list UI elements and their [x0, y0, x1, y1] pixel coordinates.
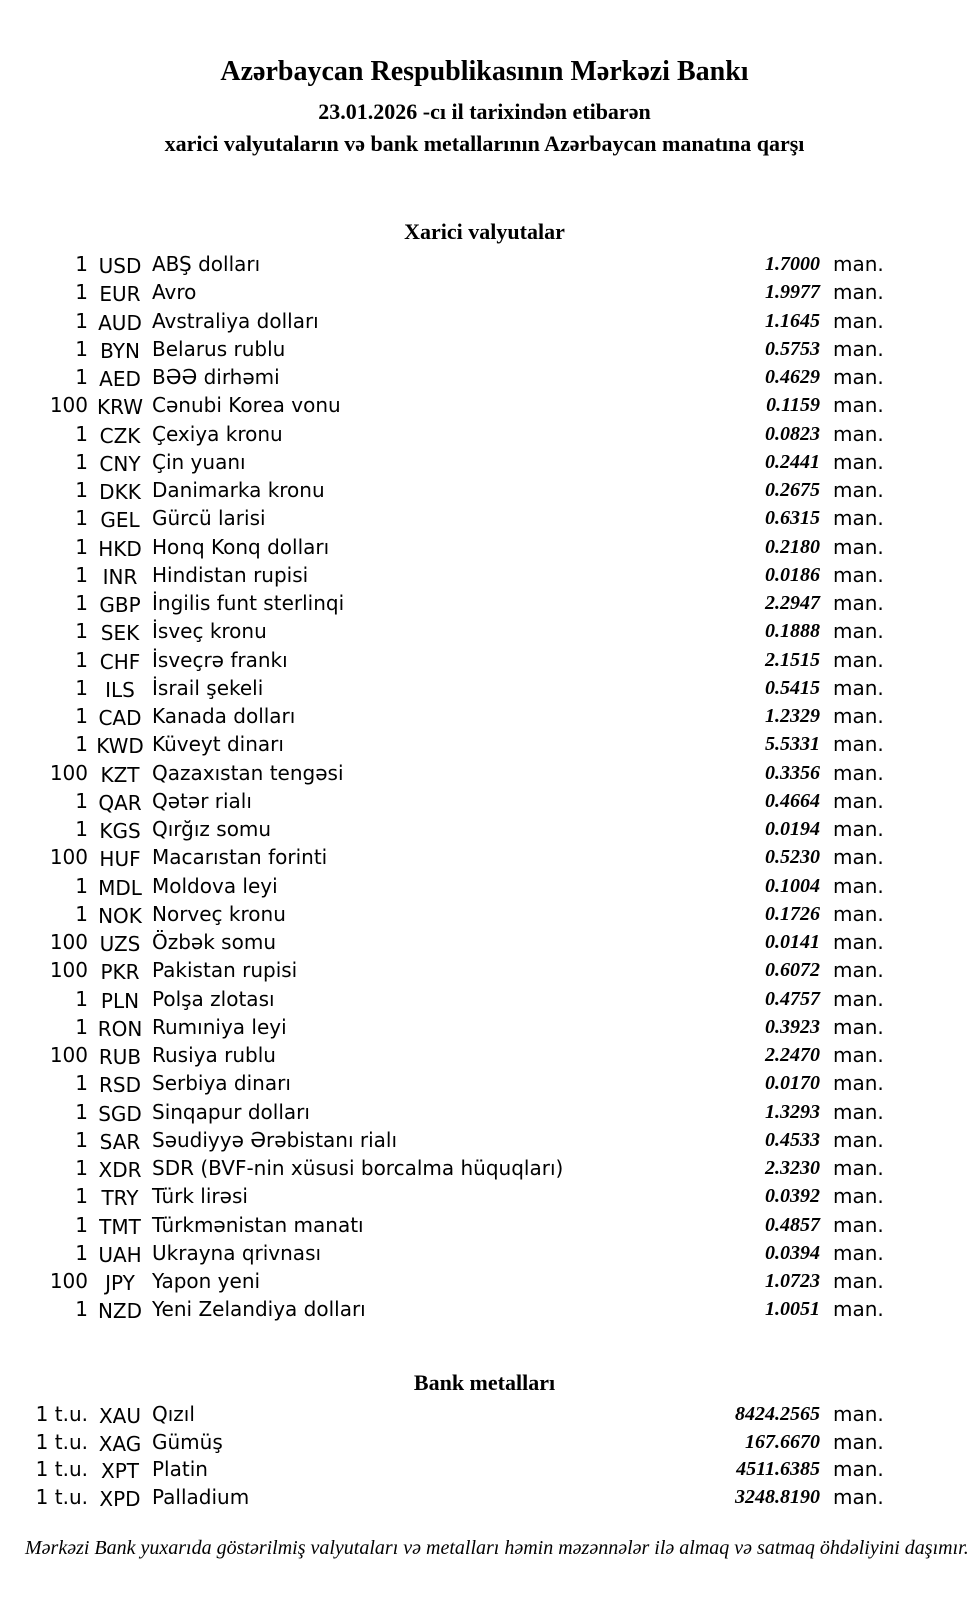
- currency-row: [0, 1267, 969, 1295]
- currency-row: [0, 985, 969, 1013]
- currencies-section-title: Xarici valyutalar: [404, 219, 565, 244]
- code-cell: ILS: [105, 677, 135, 702]
- currency-row: [0, 928, 969, 956]
- currency-row: [0, 872, 969, 900]
- rate-cell: 5.5331: [765, 733, 820, 756]
- amount-cell: 1: [75, 534, 88, 559]
- amount-cell: 1: [75, 365, 88, 389]
- rate-cell: 0.0392: [765, 1185, 820, 1208]
- unit-cell: man.: [833, 1484, 884, 1509]
- currency-row: [0, 250, 969, 278]
- unit-cell: man.: [833, 760, 884, 785]
- rate-cell: 4511.6385: [736, 1458, 820, 1481]
- unit-cell: man.: [833, 308, 884, 333]
- currency-row: [0, 504, 969, 532]
- metals-table: [0, 1401, 969, 1511]
- currency-row: [0, 759, 969, 787]
- amount-cell: 1: [75, 788, 88, 813]
- rate-cell: 0.0186: [765, 563, 820, 586]
- code-cell: XPD: [99, 1486, 141, 1511]
- amount-cell: 1: [75, 1099, 88, 1124]
- unit-cell: man.: [833, 1457, 884, 1482]
- rate-cell: 0.4533: [765, 1128, 820, 1151]
- code-cell: UZS: [99, 932, 141, 956]
- name-cell: Polşa zlotası: [152, 986, 275, 1011]
- amount-cell: 1: [75, 562, 88, 587]
- amount-cell: 1: [75, 817, 88, 841]
- rate-cell: 0.1159: [766, 394, 820, 417]
- amount-cell: 100: [49, 958, 88, 983]
- name-cell: Qətər rialı: [152, 788, 252, 813]
- name-cell: Cənubi Korea vonu: [152, 393, 341, 418]
- rate-cell: 2.3230: [765, 1157, 820, 1179]
- currency-row: [0, 900, 969, 928]
- currency-row: [0, 1182, 969, 1210]
- name-cell: Moldova leyi: [152, 873, 278, 898]
- amount-cell: 100: [49, 1269, 88, 1293]
- unit-cell: man.: [833, 1071, 884, 1096]
- code-cell: KGS: [99, 819, 141, 843]
- code-cell: GBP: [99, 593, 141, 617]
- code-cell: SAR: [99, 1129, 141, 1154]
- rate-cell: 0.2675: [765, 479, 820, 501]
- metal-row: [0, 1456, 969, 1484]
- unit-cell: man.: [833, 986, 884, 1011]
- code-cell: NOK: [98, 903, 142, 928]
- rate-cell: 167.6670: [745, 1430, 820, 1453]
- metal-row: [0, 1484, 969, 1512]
- code-cell: KRW: [97, 395, 143, 420]
- amount-cell: 1: [75, 1240, 88, 1265]
- name-cell: Türkmənistan manatı: [152, 1212, 364, 1237]
- code-cell: SEK: [100, 621, 140, 646]
- rate-cell: 0.2180: [765, 535, 820, 558]
- unit-cell: man.: [833, 1212, 884, 1237]
- code-cell: GEL: [100, 508, 140, 533]
- currency-row: [0, 1239, 969, 1267]
- code-cell: NZD: [97, 1299, 143, 1324]
- currency-row: [0, 1069, 969, 1097]
- rate-cell: 1.9977: [765, 281, 820, 304]
- unit-cell: man.: [833, 1127, 884, 1152]
- metal-row: [0, 1401, 969, 1429]
- currency-row: [0, 956, 969, 984]
- currency-row: [0, 561, 969, 589]
- name-cell: İsveç kronu: [152, 619, 267, 644]
- unit-cell: man.: [833, 1429, 884, 1454]
- name-cell: Özbək somu: [152, 930, 276, 954]
- rate-cell: 1.0723: [765, 1270, 820, 1292]
- rate-cell: 1.2329: [765, 705, 820, 727]
- amount-cell: 1 t.u.: [35, 1429, 88, 1454]
- code-cell: AED: [99, 367, 141, 391]
- unit-cell: man.: [833, 365, 884, 389]
- rate-cell: 0.4629: [765, 366, 820, 388]
- currency-row: [0, 391, 969, 419]
- amount-cell: 1: [75, 901, 88, 926]
- name-cell: İngilis funt sterlinqi: [152, 591, 345, 615]
- effective-date: 23.01.2026 -cı il tarixindən etibarən: [318, 99, 651, 124]
- code-cell: DKK: [99, 480, 141, 504]
- amount-cell: 1: [75, 336, 88, 361]
- unit-cell: man.: [833, 817, 884, 841]
- code-cell: RSD: [99, 1073, 141, 1098]
- currency-row: [0, 278, 969, 306]
- rate-cell: 0.3923: [765, 1015, 820, 1038]
- name-cell: İsrail şekeli: [152, 675, 264, 700]
- rate-cell: 0.0194: [765, 818, 820, 840]
- currency-row: [0, 533, 969, 561]
- name-cell: BƏƏ dirhəmi: [152, 365, 280, 389]
- amount-cell: 1: [75, 506, 88, 531]
- rate-cell: 0.2441: [765, 450, 820, 473]
- name-cell: Kanada dolları: [152, 704, 296, 728]
- amount-cell: 100: [49, 760, 88, 785]
- rate-cell: 0.5230: [765, 846, 820, 869]
- amount-cell: 1: [75, 449, 88, 474]
- name-cell: SDR (BVF-nin xüsusi borcalma hüquqları): [152, 1156, 564, 1180]
- amount-cell: 1: [75, 421, 88, 446]
- name-cell: Platin: [152, 1457, 208, 1482]
- unit-cell: man.: [833, 732, 884, 757]
- amount-cell: 1: [75, 1127, 88, 1152]
- name-cell: Pakistan rupisi: [152, 958, 298, 983]
- amount-cell: 1: [75, 1297, 88, 1322]
- unit-cell: man.: [833, 1014, 884, 1039]
- unit-cell: man.: [833, 534, 884, 559]
- rate-cell: 0.0394: [765, 1241, 820, 1264]
- code-cell: BYN: [100, 338, 140, 363]
- unit-cell: man.: [833, 478, 884, 502]
- currency-row: [0, 448, 969, 476]
- code-cell: USD: [98, 254, 142, 278]
- unit-cell: man.: [833, 393, 884, 418]
- code-cell: RON: [97, 1016, 143, 1041]
- name-cell: Küveyt dinarı: [152, 732, 284, 757]
- name-cell: Çexiya kronu: [152, 421, 283, 446]
- amount-cell: 100: [49, 845, 88, 870]
- code-cell: RUB: [98, 1045, 142, 1069]
- name-cell: Sinqapur dolları: [152, 1099, 310, 1124]
- rate-cell: 8424.2565: [735, 1403, 820, 1425]
- rate-cell: 2.1515: [765, 648, 820, 671]
- code-cell: CHF: [99, 649, 141, 674]
- currency-row: [0, 787, 969, 815]
- name-cell: Gümüş: [152, 1429, 223, 1454]
- amount-cell: 1: [75, 478, 88, 502]
- code-cell: XAU: [98, 1404, 142, 1428]
- unit-cell: man.: [833, 647, 884, 672]
- name-cell: Qırğız somu: [152, 817, 272, 841]
- name-cell: Qızıl: [152, 1402, 195, 1426]
- unit-cell: man.: [833, 1240, 884, 1265]
- currency-row: [0, 1013, 969, 1041]
- amount-cell: 1: [75, 280, 88, 305]
- code-cell: PLN: [100, 988, 140, 1013]
- currency-row: [0, 1154, 969, 1182]
- rate-cell: 0.0823: [765, 422, 820, 445]
- amount-cell: 1: [75, 1156, 88, 1180]
- rate-cell: 1.3293: [765, 1100, 820, 1123]
- unit-cell: man.: [833, 591, 884, 615]
- unit-cell: man.: [833, 788, 884, 813]
- unit-cell: man.: [833, 1269, 884, 1293]
- amount-cell: 1: [75, 591, 88, 615]
- rate-cell: 2.2947: [765, 592, 820, 614]
- code-cell: HUF: [99, 847, 141, 872]
- unit-cell: man.: [833, 1402, 884, 1426]
- unit-cell: man.: [833, 421, 884, 446]
- rate-cell: 1.1645: [765, 309, 820, 332]
- amount-cell: 1 t.u.: [35, 1457, 88, 1482]
- code-cell: AUD: [98, 310, 142, 335]
- rate-cell: 1.0051: [765, 1298, 820, 1321]
- unit-cell: man.: [833, 901, 884, 926]
- code-cell: KWD: [96, 734, 144, 759]
- code-cell: CZK: [99, 423, 141, 448]
- currency-row: [0, 815, 969, 843]
- amount-cell: 1: [75, 1184, 88, 1209]
- code-cell: QAR: [98, 790, 142, 815]
- name-cell: Honq Konq dolları: [152, 534, 330, 559]
- code-cell: HKD: [98, 536, 142, 561]
- unit-cell: man.: [833, 1043, 884, 1067]
- currency-row: [0, 843, 969, 871]
- name-cell: Serbiya dinarı: [152, 1071, 291, 1096]
- currency-row: [0, 674, 969, 702]
- bulletin-subtitle: xarici valyutaların və bank metallarının Azərbaycan manatına qarşı: [164, 131, 805, 156]
- name-cell: Qazaxıstan tengəsi: [152, 760, 344, 785]
- amount-cell: 100: [49, 1043, 88, 1067]
- name-cell: Səudiyyə Ərəbistanı rialı: [152, 1127, 398, 1152]
- code-cell: EUR: [99, 282, 141, 307]
- currency-row: [0, 589, 969, 617]
- currency-row: [0, 420, 969, 448]
- name-cell: Rumıniya leyi: [152, 1014, 287, 1039]
- amount-cell: 1: [75, 732, 88, 757]
- name-cell: Norveç kronu: [152, 901, 286, 926]
- currency-row: [0, 1295, 969, 1323]
- rate-cell: 0.1004: [765, 874, 820, 897]
- unit-cell: man.: [833, 506, 884, 531]
- unit-cell: man.: [833, 1099, 884, 1124]
- currency-row: [0, 476, 969, 504]
- rate-cell: 0.0141: [765, 931, 820, 953]
- name-cell: Palladium: [152, 1484, 250, 1509]
- unit-cell: man.: [833, 930, 884, 954]
- unit-cell: man.: [833, 958, 884, 983]
- metal-row: [0, 1429, 969, 1457]
- code-cell: TRY: [101, 1186, 139, 1211]
- amount-cell: 1 t.u.: [35, 1402, 88, 1426]
- rate-cell: 0.5415: [765, 676, 820, 699]
- rate-cell: 0.6315: [765, 507, 820, 530]
- amount-cell: 1: [75, 986, 88, 1011]
- name-cell: Ukrayna qrivnası: [152, 1240, 322, 1265]
- currency-table: [0, 250, 969, 1324]
- unit-cell: man.: [833, 873, 884, 898]
- amount-cell: 1: [75, 675, 88, 700]
- name-cell: İsveçrə frankı: [152, 647, 288, 672]
- unit-cell: man.: [833, 704, 884, 728]
- name-cell: ABŞ dolları: [152, 252, 261, 276]
- code-cell: UAH: [98, 1242, 142, 1267]
- unit-cell: man.: [833, 280, 884, 305]
- amount-cell: 1: [75, 1014, 88, 1039]
- rate-cell: 0.5753: [765, 337, 820, 360]
- currency-row: [0, 702, 969, 730]
- code-cell: XAG: [98, 1431, 142, 1456]
- unit-cell: man.: [833, 449, 884, 474]
- code-cell: MDL: [98, 875, 142, 900]
- currency-row: [0, 363, 969, 391]
- amount-cell: 1: [75, 308, 88, 333]
- currency-row: [0, 646, 969, 674]
- amount-cell: 1: [75, 873, 88, 898]
- amount-cell: 100: [49, 393, 88, 418]
- rate-cell: 1.7000: [765, 253, 820, 275]
- currency-row: [0, 730, 969, 758]
- name-cell: Yapon yeni: [152, 1269, 261, 1293]
- rate-cell: 3248.8190: [735, 1485, 820, 1508]
- name-cell: Yeni Zelandiya dolları: [152, 1297, 366, 1322]
- rate-cell: 0.4664: [765, 789, 820, 812]
- unit-cell: man.: [833, 252, 884, 276]
- code-cell: JPY: [105, 1271, 135, 1295]
- unit-cell: man.: [833, 336, 884, 361]
- amount-cell: 1: [75, 1071, 88, 1096]
- code-cell: SGD: [98, 1101, 142, 1126]
- code-cell: XPT: [101, 1459, 139, 1484]
- unit-cell: man.: [833, 845, 884, 870]
- amount-cell: 1: [75, 647, 88, 672]
- name-cell: Avro: [152, 280, 197, 305]
- code-cell: TMT: [99, 1214, 141, 1239]
- name-cell: Belarus rublu: [152, 336, 286, 361]
- code-cell: CNY: [99, 451, 141, 476]
- rate-cell: 0.3356: [765, 761, 820, 784]
- currency-row: [0, 307, 969, 335]
- currency-row: [0, 1211, 969, 1239]
- currency-row: [0, 335, 969, 363]
- rate-cell: 2.2470: [765, 1044, 820, 1066]
- unit-cell: man.: [833, 675, 884, 700]
- name-cell: Danimarka kronu: [152, 478, 325, 502]
- rate-cell: 0.1726: [765, 902, 820, 925]
- name-cell: Avstraliya dolları: [152, 308, 319, 333]
- currency-row: [0, 617, 969, 645]
- metals-section-title: Bank metalları: [413, 1370, 556, 1395]
- currency-row: [0, 1098, 969, 1126]
- amount-cell: 1: [75, 704, 88, 728]
- unit-cell: man.: [833, 619, 884, 644]
- unit-cell: man.: [833, 1184, 884, 1209]
- rate-cell: 0.6072: [765, 959, 820, 982]
- code-cell: KZT: [100, 762, 140, 787]
- name-cell: Macarıstan forinti: [152, 845, 328, 870]
- code-cell: CAD: [98, 706, 142, 730]
- unit-cell: man.: [833, 1297, 884, 1322]
- disclaimer-text: Mərkəzi Bank yuxarıda göstərilmiş valyutaları və metalları həmin məzənnələr ilə almaq və satmaq öhdəliyini daşımır.: [25, 1537, 969, 1559]
- rate-cell: 0.4857: [765, 1213, 820, 1236]
- name-cell: Rusiya rublu: [152, 1043, 276, 1067]
- name-cell: Hindistan rupisi: [152, 562, 309, 587]
- amount-cell: 1 t.u.: [35, 1484, 88, 1509]
- code-cell: INR: [102, 564, 138, 589]
- currency-row: [0, 1126, 969, 1154]
- amount-cell: 1: [75, 619, 88, 644]
- rate-cell: 0.1888: [765, 620, 820, 643]
- name-cell: Çin yuanı: [152, 449, 246, 474]
- currency-row: [0, 1041, 969, 1069]
- code-cell: XDR: [98, 1158, 142, 1182]
- code-cell: PKR: [100, 960, 140, 985]
- amount-cell: 1: [75, 1212, 88, 1237]
- amount-cell: 1: [75, 252, 88, 276]
- amount-cell: 100: [49, 930, 88, 954]
- name-cell: Türk lirəsi: [152, 1184, 248, 1209]
- unit-cell: man.: [833, 562, 884, 587]
- name-cell: Gürcü larisi: [152, 506, 266, 531]
- bank-title: Azərbaycan Respublikasının Mərkəzi Bankı: [220, 56, 749, 87]
- rate-cell: 0.0170: [765, 1072, 820, 1095]
- rate-cell: 0.4757: [765, 987, 820, 1010]
- unit-cell: man.: [833, 1156, 884, 1180]
